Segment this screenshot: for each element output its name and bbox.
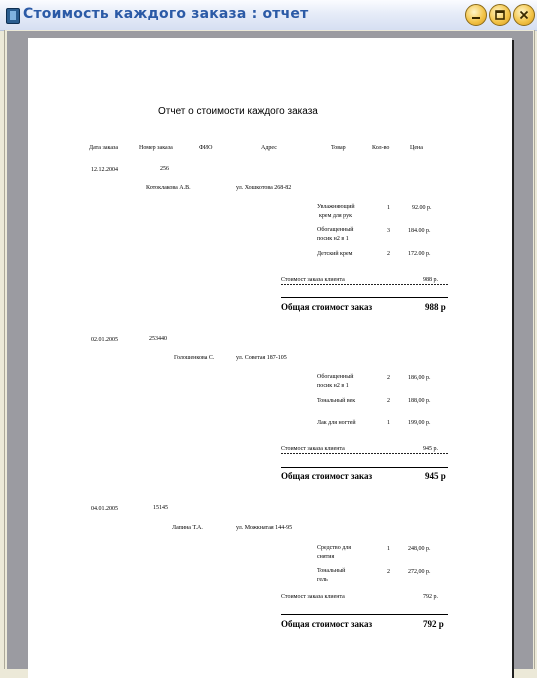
total-rule bbox=[281, 614, 448, 615]
product-name-cont: посик н2 в 1 bbox=[317, 236, 349, 242]
client-address: ул. Хошкотова 268-82 bbox=[236, 185, 292, 191]
order-date: 04.01.2005 bbox=[91, 506, 118, 512]
product-name: Обогащенный bbox=[317, 374, 354, 380]
report-page bbox=[28, 38, 512, 678]
item-price: 172.00 р. bbox=[408, 251, 431, 257]
total-label: Общая стоимост заказ bbox=[281, 619, 373, 629]
header-order-date: Дата заказа bbox=[89, 145, 119, 151]
close-button[interactable] bbox=[513, 4, 535, 26]
product-name: Средство для bbox=[317, 545, 352, 551]
item-quantity: 1 bbox=[387, 205, 390, 211]
client-address: ул. Советая 187-105 bbox=[236, 355, 287, 361]
subtotal-label: Стоимост заказа клиента bbox=[281, 277, 345, 283]
maximize-button[interactable] bbox=[489, 4, 511, 26]
order-number: 15145 bbox=[153, 505, 168, 511]
product-name-cont: крем для рук bbox=[319, 213, 353, 219]
header-quantity: Кол-во bbox=[372, 145, 390, 151]
header-product: Товар bbox=[331, 145, 346, 151]
order-number: 253440 bbox=[149, 336, 167, 342]
order-date: 12.12.2004 bbox=[91, 167, 118, 173]
product-name-cont: снятия bbox=[317, 554, 335, 560]
item-price: 188,00 р. bbox=[408, 398, 431, 404]
item-price: 92.00 р. bbox=[412, 205, 432, 211]
product-name-cont: посик н2 в 1 bbox=[317, 383, 349, 389]
order-date: 02.01.2005 bbox=[91, 337, 118, 343]
item-quantity: 1 bbox=[387, 546, 390, 552]
product-name: Тональный век bbox=[317, 398, 356, 404]
product-name: Увлажняющий bbox=[317, 204, 355, 210]
report-icon bbox=[6, 8, 20, 24]
item-quantity: 2 bbox=[387, 569, 390, 575]
item-price: 272,00 р. bbox=[408, 569, 431, 575]
subtotal-underline bbox=[281, 453, 448, 454]
total-value: 988 р bbox=[425, 302, 446, 312]
product-name: Тональный bbox=[317, 568, 346, 574]
total-label: Общая стоимост заказ bbox=[281, 302, 373, 312]
subtotal-label: Стоимост заказа клиента bbox=[281, 446, 345, 452]
total-label: Общая стоимост заказ bbox=[281, 471, 373, 481]
report-preview-area[interactable] bbox=[7, 31, 533, 669]
client-address: ул. Можкнатая 144-95 bbox=[236, 525, 293, 531]
item-quantity: 2 bbox=[387, 375, 390, 381]
product-name: Детский крем bbox=[317, 251, 353, 257]
subtotal-value: 945 р. bbox=[423, 446, 438, 452]
item-price: 186,00 р. bbox=[408, 375, 431, 381]
close-icon bbox=[518, 9, 530, 21]
total-value: 945 р bbox=[425, 471, 446, 481]
order-number: 256 bbox=[160, 166, 169, 172]
subtotal-value: 988 р. bbox=[423, 277, 438, 283]
minimize-icon bbox=[470, 9, 482, 21]
subtotal-label: Стоимост заказа клиента bbox=[281, 594, 345, 600]
header-order-number: Номер заказа bbox=[139, 145, 173, 151]
item-price: 184.00 р. bbox=[408, 228, 431, 234]
header-price: Цена bbox=[410, 145, 423, 151]
minimize-button[interactable] bbox=[465, 4, 487, 26]
subtotal-value: 792 р. bbox=[423, 594, 438, 600]
item-quantity: 2 bbox=[387, 251, 390, 257]
product-name: Лак для ногтей bbox=[317, 420, 356, 426]
header-address: Адрес bbox=[261, 145, 277, 151]
subtotal-underline bbox=[281, 284, 448, 285]
header-client-name: ФИО bbox=[199, 145, 213, 151]
item-quantity: 3 bbox=[387, 228, 390, 234]
product-name: Обогащенный bbox=[317, 227, 354, 233]
total-rule bbox=[281, 297, 448, 298]
product-name-cont: гель bbox=[317, 577, 328, 583]
item-price: 248,00 р. bbox=[408, 546, 431, 552]
item-price: 199,00 р. bbox=[408, 420, 431, 426]
total-rule bbox=[281, 467, 448, 468]
window-title: Стоимость каждого заказа : отчет bbox=[23, 6, 309, 22]
report-title: Отчет о стоимости каждого заказа bbox=[158, 106, 318, 117]
title-bar[interactable] bbox=[0, 0, 537, 31]
total-value: 792 р bbox=[423, 619, 444, 629]
item-quantity: 2 bbox=[387, 398, 390, 404]
item-quantity: 1 bbox=[387, 420, 390, 426]
client-name: Лапина Т.А. bbox=[172, 525, 203, 531]
maximize-icon bbox=[494, 9, 506, 21]
client-name: Голошенкова С. bbox=[174, 355, 215, 361]
client-name: Котоклакова А.В. bbox=[146, 185, 191, 191]
